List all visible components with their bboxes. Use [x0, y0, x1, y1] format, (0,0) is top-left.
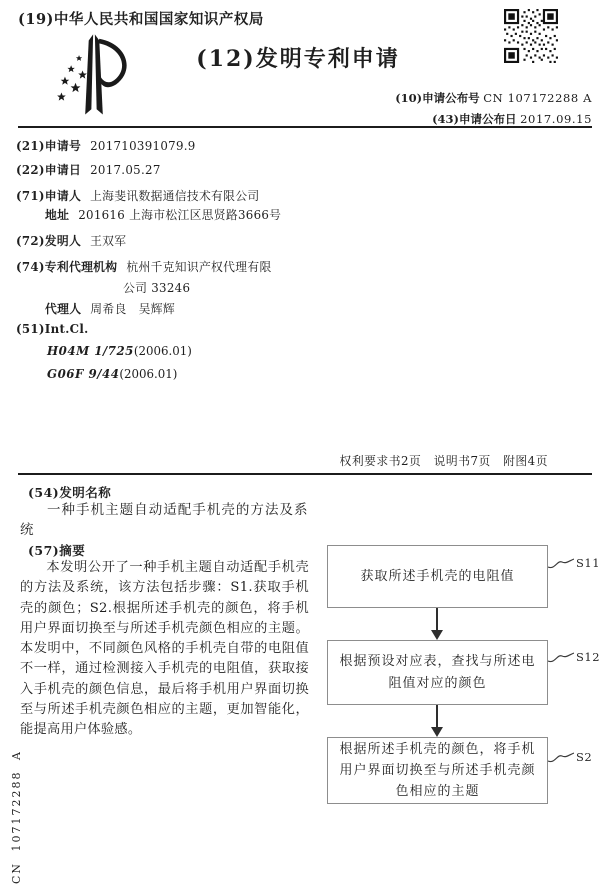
connector-squiggle-icon — [548, 651, 574, 663]
step-label-text: S12 — [576, 650, 601, 664]
address-row — [45, 206, 281, 223]
inventor-value: 王双军 — [90, 234, 127, 248]
intcl-version: (2006.01) — [119, 367, 178, 381]
flow-arrow-line — [436, 705, 438, 728]
flowchart-box-s2: 根据所述手机壳的颜色，将手机用户界面切换至与所述手机壳颜色相应的主题 — [327, 737, 548, 804]
inventor-label: (72)发明人 — [16, 234, 82, 248]
applicant-value: 上海斐讯数据通信技术有限公司 — [90, 189, 260, 203]
connector-squiggle-icon — [548, 557, 574, 569]
agent-row — [45, 300, 175, 317]
connector-squiggle-icon — [548, 751, 574, 763]
agency-row — [16, 258, 272, 275]
intcl-entry — [47, 344, 192, 358]
flow-arrow-head-icon — [431, 727, 443, 737]
pub-date-value: 2017.09.15 — [520, 112, 592, 127]
agency-value: 杭州千克知识产权代理有限 — [126, 260, 272, 274]
application-number-value: 201710391079.9 — [90, 139, 196, 153]
pub-number-line — [395, 88, 592, 109]
intcl-version: (2006.01) — [133, 344, 192, 358]
header-divider — [18, 126, 592, 128]
step-label-text: S11 — [576, 556, 601, 570]
abstract-text: 本发明公开了一种手机主题自动适配手机壳的方法及系统，该方法包括步骤：S1.获取手机壳的颜色；S2.根据所述手机壳的颜色，将手机用户界面切换至与所述手机壳颜色相应的主题。本发明中，不同颜色风格的手机壳自带的电阻值不一样，通过检测接入手机壳的电阻值，获取接入手机壳的颜色信息，最后将手机用户界面切换至与所述手机壳颜色相应的主题，更加智能化，能提高用户体验感。 — [20, 560, 309, 738]
flowchart-box-s11: 获取所述手机壳的电阻值 — [327, 545, 548, 608]
flow-arrow-head-icon — [431, 630, 443, 640]
applicant-label: (71)申请人 — [16, 189, 82, 203]
agent-names: 周希良 吴辉辉 — [90, 302, 175, 316]
pub-date-label: (43)申请公布日 — [432, 112, 517, 127]
intcl-code: H04M 1/725 — [47, 344, 134, 358]
application-number-row — [16, 137, 196, 154]
pages-info: 权利要求书2页 说明书7页 附图4页 — [339, 454, 548, 468]
section-divider — [18, 473, 592, 475]
vertical-document-id: CN 107172288 A — [10, 750, 23, 884]
step-label-s11 — [548, 556, 600, 570]
invention-title-label: (54)发明名称 — [28, 485, 112, 500]
step-label-text: S2 — [576, 750, 593, 764]
agency-cont-row — [123, 279, 190, 296]
publication-block — [395, 88, 592, 131]
application-number-label: (21)申请号 — [16, 139, 82, 153]
agency-label: (74)专利代理机构 — [16, 260, 118, 274]
doc-type-title: (12)发明专利申请 — [196, 46, 400, 72]
application-date-row — [16, 161, 161, 178]
flowchart-box-s12: 根据预设对应表，查找与所述电阻值对应的颜色 — [327, 640, 548, 705]
pub-number-label: (10)申请公布号 — [395, 91, 480, 105]
intcl-code: G06F 9/44 — [47, 367, 120, 381]
step-label-s12 — [548, 650, 600, 664]
invention-title: 一种手机主题自动适配手机壳的方法及系统 — [20, 502, 308, 538]
agent-label: 代理人 — [45, 302, 82, 316]
inventor-row — [16, 232, 126, 249]
abstract-label: (57)摘要 — [28, 543, 86, 558]
pub-number-value: CN 107172288 A — [483, 91, 592, 105]
step-label-s2 — [548, 750, 592, 764]
applicant-row — [16, 187, 259, 204]
agency-cont-value: 公司 33246 — [123, 281, 191, 295]
office-name: (19)中华人民共和国国家知识产权局 — [18, 11, 264, 28]
flow-arrow-line — [436, 608, 438, 631]
intcl-label: (51)Int.Cl. — [16, 322, 89, 336]
intcl-entry — [47, 367, 177, 381]
address-label: 地址 — [45, 208, 70, 222]
address-value: 201616 上海市松江区思贤路3666号 — [78, 208, 282, 222]
intcl-header-row — [16, 322, 89, 336]
application-date-label: (22)申请日 — [16, 163, 82, 177]
application-date-value: 2017.05.27 — [90, 163, 161, 177]
